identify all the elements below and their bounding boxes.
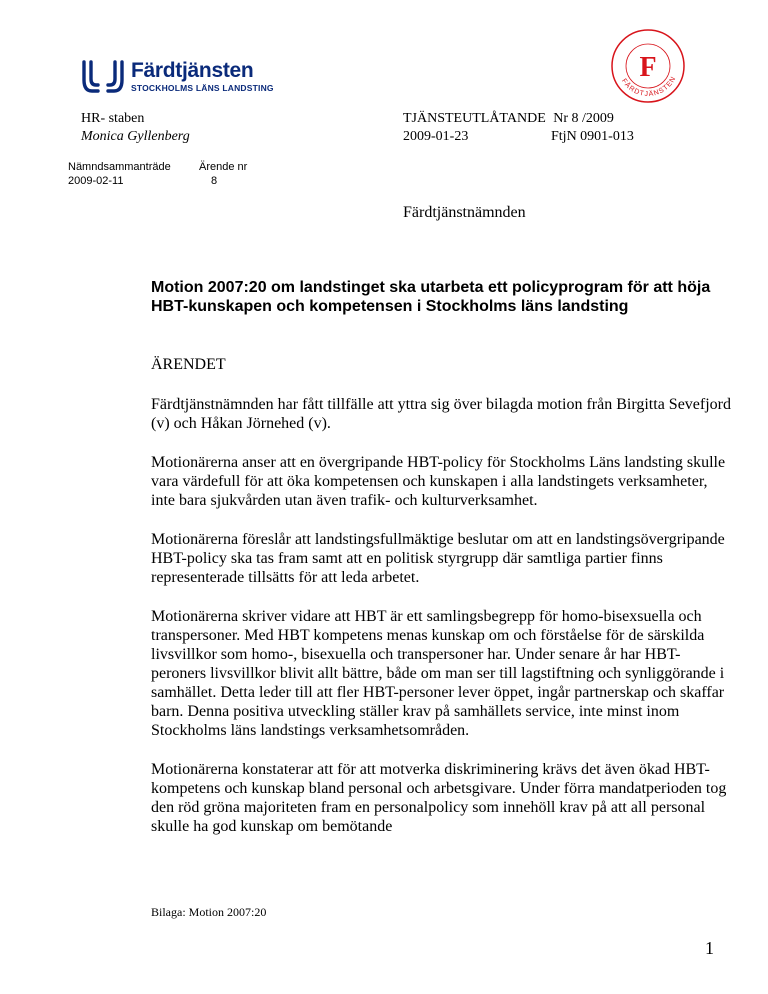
document-date: 2009-01-23: [403, 129, 469, 144]
paragraph: Motionärerna konstaterar att för att motverka diskriminering krävs det även ökad HBT-kompetens och kunskap bland personal och arbetsgivare. Under förra mandatperioden tog den röd gröna majoriteten fram en personalpolicy som innehöll krav på att all personal skulle ha god kunskap om bemötande: [151, 761, 727, 835]
reference-number: FtjN 0901-013: [551, 129, 634, 144]
item-label: Ärende nr: [199, 161, 248, 173]
meeting-info: [68, 160, 247, 188]
paragraph: Färdtjänstnämnden har fått tillfälle att yttra sig över bilagda motion från Birgitta Sevefjord (v) och Håkan Jörnehed (v).: [151, 396, 731, 432]
fardtjansten-logo-icon: [78, 60, 128, 94]
paragraph: Motionärerna skriver vidare att HBT är ett samlingsbegrepp för homo-bisexsuella och transpersoner. Med HBT kompetens menas kunskap om och förståelse för de särskilda livsvillkor som homo-, bisexuella och transpersoner har. Under senare år har HBT-peroners livsvillkor blivit allt bättre, både om man ser till lagstiftning och synliggörande i samhället. Detta leder till att fler HBT-personer lever öppet, ingår partnerskap och skaffar barn. Denna positiva utveckling ställer krav på samhällets service, inte minst inom Stockholms läns landstings verksamhetsområden.: [151, 608, 725, 739]
document-info: [403, 110, 634, 146]
paragraph: Motionärerna anser att en övergripande HBT-policy för Stockholms Läns landsting skulle vara värdefull för att öka kompetensen och kunskapen i alla landstingets verksamheter, inte bara sjukvården utan även trafik- och kulturverksamhet.: [151, 454, 726, 509]
section-heading: ÄRENDET: [151, 356, 226, 373]
logo-subtitle: STOCKHOLMS LÄNS LANDSTING: [131, 83, 274, 93]
document-body: [151, 395, 731, 856]
document-number: Nr 8 /2009: [553, 111, 614, 126]
fardtjansten-seal-icon: [608, 26, 688, 106]
recipient: Färdtjänstnämnden: [403, 204, 526, 221]
meeting-date: 2009-02-11: [68, 175, 124, 187]
document-title: Motion 2007:20 om landstinget ska utarbeta ett policyprogram för att höja HBT-kunskapen och kompetensen i Stockholms läns landsting: [151, 279, 711, 315]
page-number: 1: [705, 938, 714, 958]
department-block: [81, 110, 190, 146]
document-type: TJÄNSTEUTLÅTANDE: [403, 111, 546, 126]
meeting-label: Nämndsammanträde: [68, 161, 171, 173]
author: Monica Gyllenberg: [81, 129, 190, 144]
seal-letter: F: [639, 52, 657, 83]
seal-ring-text: FÄRDTJÄNSTEN: [619, 75, 678, 99]
logo-name: Färdtjänsten: [131, 59, 254, 82]
department: HR- staben: [81, 111, 145, 126]
item-number: 8: [211, 175, 218, 187]
paragraph: Motionärerna föreslår att landstingsfullmäktige beslutar om att en landstingsövergripande HBT-policy ska tas fram samt att en politisk styrgrupp där samtliga partier finns representerade tillsätts för att leda arbetet.: [151, 531, 725, 586]
attachment-note: Bilaga: Motion 2007:20: [151, 905, 267, 919]
